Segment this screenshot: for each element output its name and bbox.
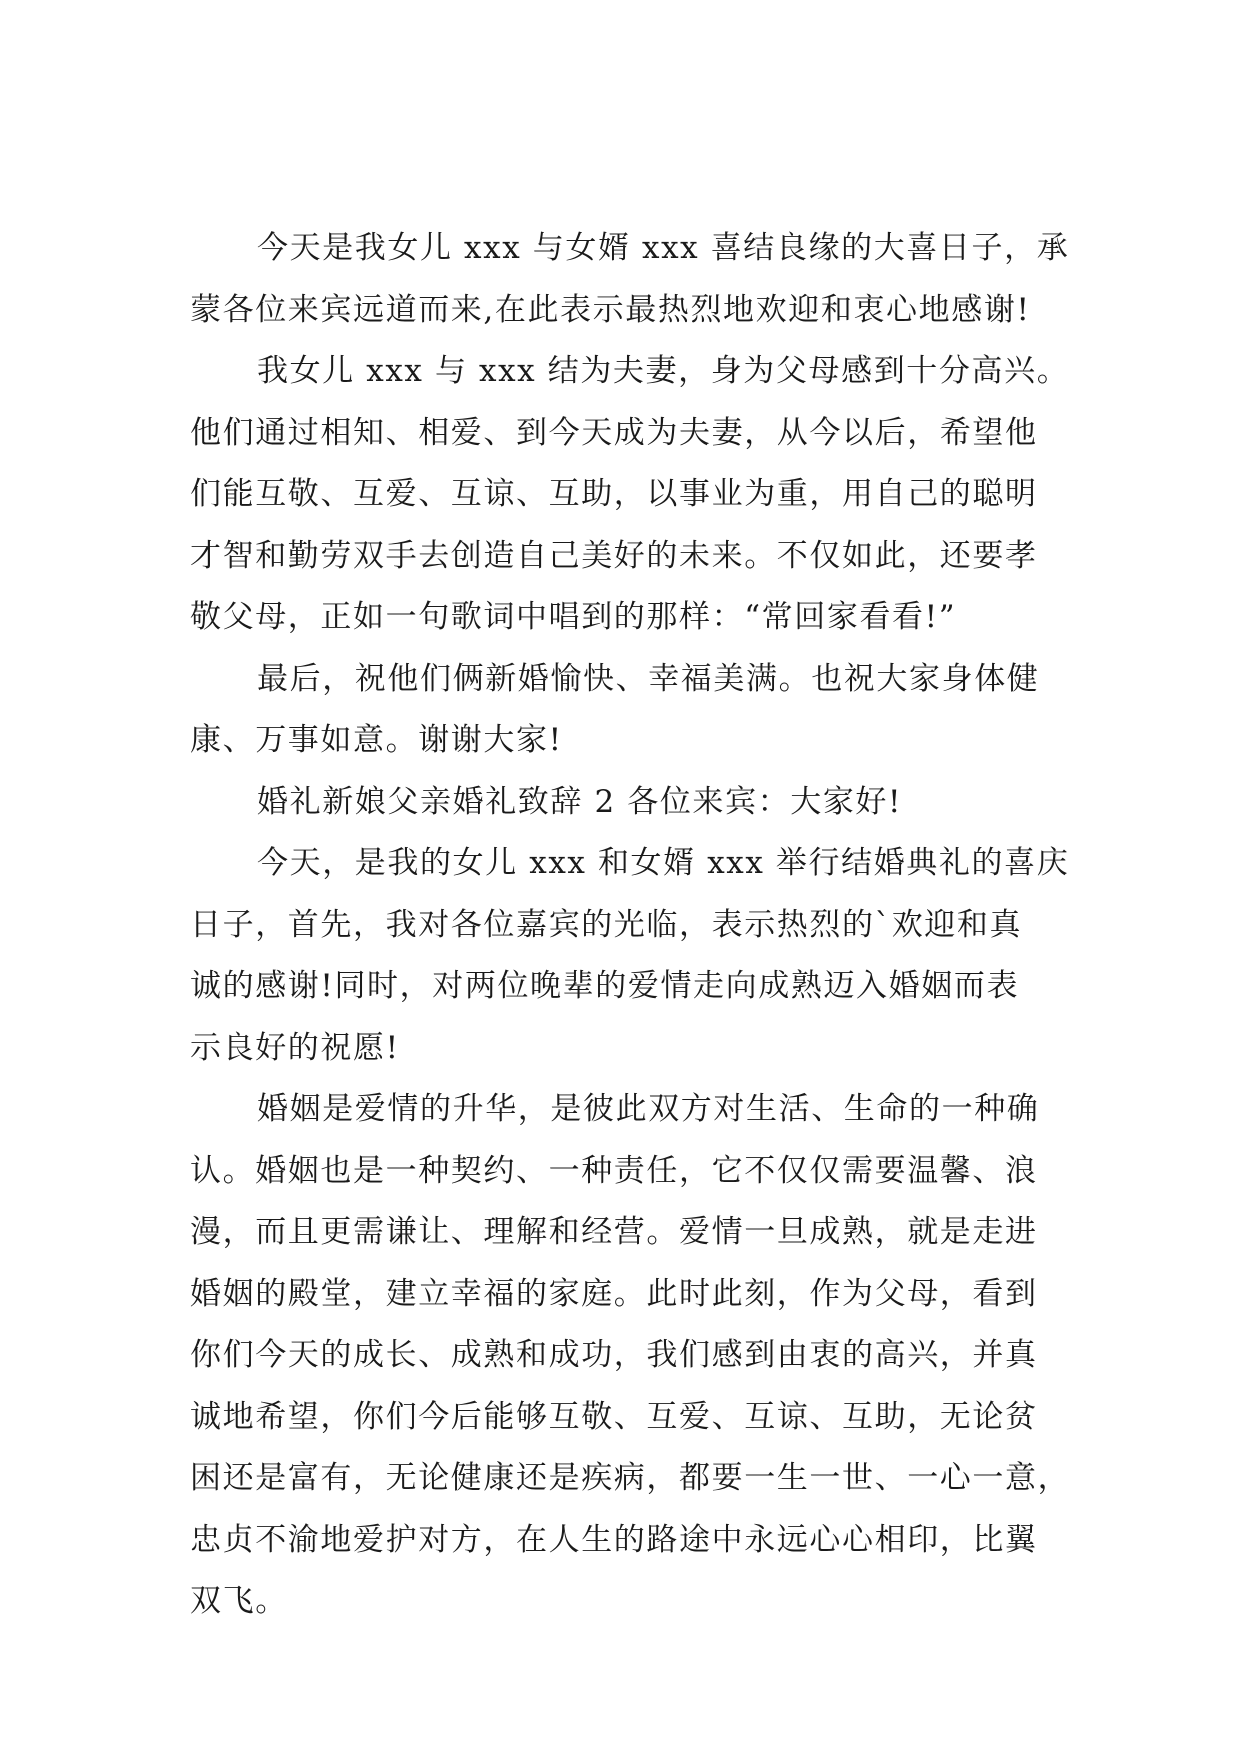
text-line: 婚姻的殿堂，建立幸福的家庭。此时此刻，作为父母，看到 [190,1275,1038,1312]
text-line: 敬父母，正如一句歌词中唱到的那样：“常回家看看!” [190,599,957,635]
text-line: 康、万事如意。谢谢大家! [190,722,563,758]
text-line: 最后，祝他们俩新婚愉快、幸福美满。也祝大家身体健 [257,660,1040,697]
text-line: 双飞。 [190,1583,288,1619]
text-line: 他们通过相知、相爱、到今天成为夫妻，从今以后，希望他 [190,414,1038,451]
text-line: 诚地希望，你们今后能够互敬、互爱、互谅、互助，无论贫 [190,1398,1038,1435]
text-line: 日子，首先，我对各位嘉宾的光临，表示热烈的`欢迎和真 [190,906,1023,943]
text-line: 今天，是我的女儿 xxx 和女婿 xxx 举行结婚典礼的喜庆 [257,845,1070,881]
text-line: 们能互敬、互爱、互谅、互助，以事业为重，用自己的聪明 [190,476,1038,512]
text-line: 今天是我女儿 xxx 与女婿 xxx 喜结良缘的大喜日子，承 [257,230,1070,266]
document-body [190,218,1071,1633]
text-line: 婚礼新娘父亲婚礼致辞 2 各位来宾：大家好! [257,783,903,820]
text-line: 蒙各位来宾远道而来,在此表示最热烈地欢迎和衷心地感谢! [190,291,1031,328]
text-line: 我女儿 xxx 与 xxx 结为夫妻，身为父母感到十分高兴。 [257,353,1070,389]
text-line: 示良好的祝愿! [190,1029,400,1066]
text-line: 认。婚姻也是一种契约、一种责任，它不仅仅需要温馨、浪 [190,1152,1038,1189]
text-line: 诚的感谢!同时，对两位晚辈的爱情走向成熟迈入婚姻而表 [190,968,1020,1004]
text-line: 婚姻是爱情的升华，是彼此双方对生活、生命的一种确 [257,1091,1040,1127]
text-line: 才智和勤劳双手去创造自己美好的未来。不仅如此，还要孝 [190,537,1038,574]
text-line: 忠贞不渝地爱护对方，在人生的路途中永远心心相印，比翼 [190,1521,1038,1558]
text-line: 困还是富有，无论健康还是疾病，都要一生一世、一心一意， [190,1460,1071,1496]
text-line: 你们今天的成长、成熟和成功，我们感到由衷的高兴，并真 [190,1337,1038,1373]
text-line: 漫，而且更需谦让、理解和经营。爱情一旦成熟，就是走进 [190,1214,1038,1250]
